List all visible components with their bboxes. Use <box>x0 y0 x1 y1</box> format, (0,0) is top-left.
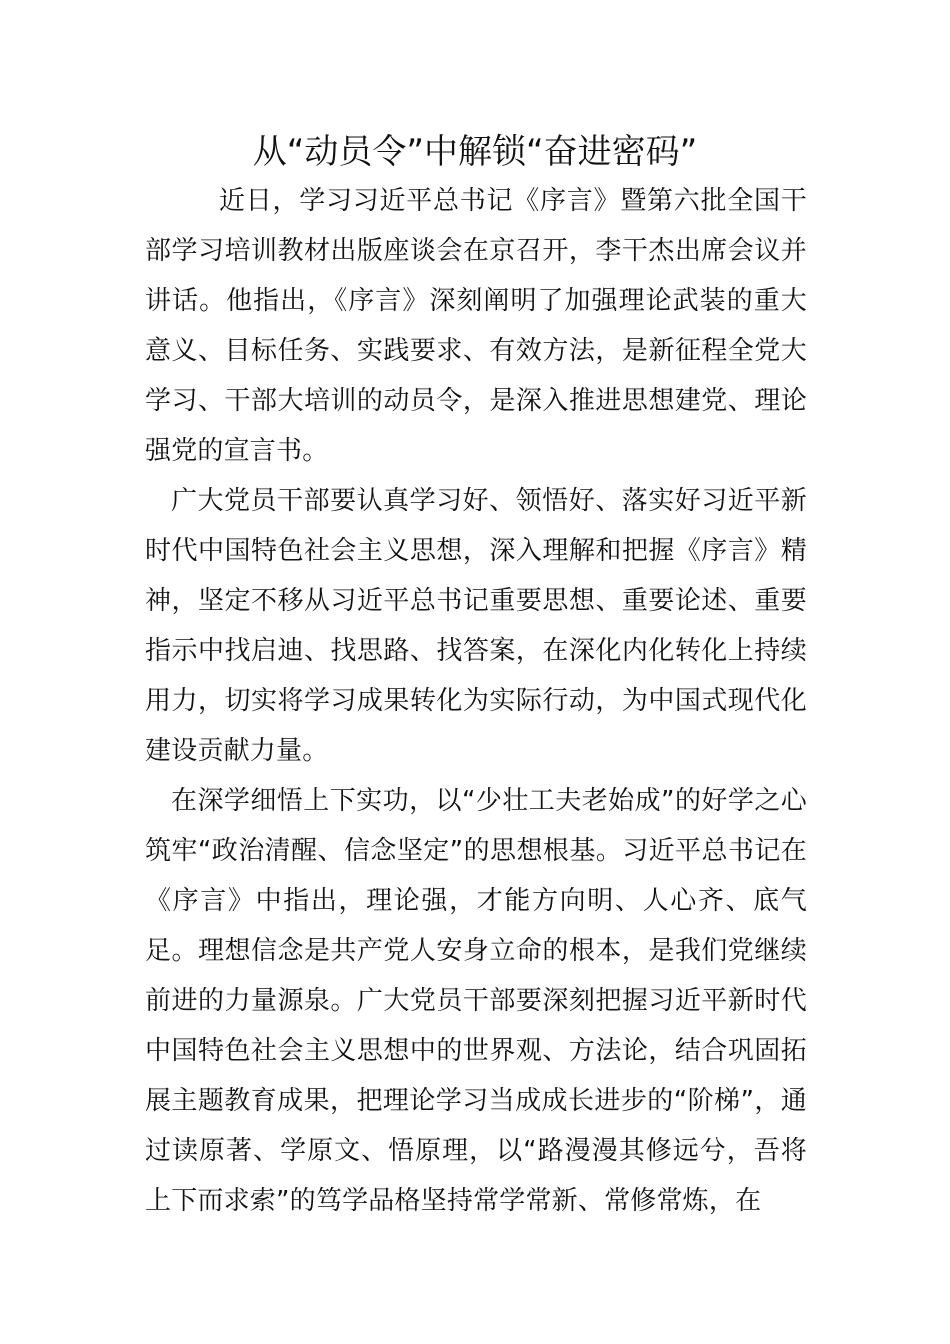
document-body <box>145 176 807 1226</box>
paragraph-2: 广大党员干部要认真学习好、领悟好、落实好习近平新时代中国特色社会主义思想，深入理解和把握《序言》精神，坚定不移从习近平总书记重要思想、重要论述、重要指示中找启迪、找思路、找答案，在深化内化转化上持续用力，切实将学习成果转化为实际行动，为中国式现代化建设贡献力量。 <box>145 486 807 766</box>
paragraph-1: 近日，学习习近平总书记《序言》暨第六批全国干部学习培训教材出版座谈会在京召开，李干杰出席会议并讲话。他指出，《序言》深刻阐明了加强理论武装的重大意义、目标任务、实践要求、有效方法，是新征程全党大学习、干部大培训的动员令，是深入推进思想建党、理论强党的宣言书。 <box>145 186 807 466</box>
document-title: 从“动员令”中解锁“奋进密码” <box>252 132 698 172</box>
paragraph-3: 在深学细悟上下实功，以“少壮工夫老始成”的好学之心筑牢“政治清醒、信念坚定”的思想根基。习近平总书记在《序言》中指出，理论强，才能方向明、人心齐、底气足。理想信念是共产党人安身立命的根本，是我们党继续前进的力量源泉。广大党员干部要深刻把握习近平新时代中国特色社会主义思想中的世界观、方法论，结合巩固拓展主题教育成果，把理论学习当成成长进步的“阶梯”，通过读原著、学原文、悟原理，以“路漫漫其修远兮，吾将上下而求索”的笃学品格坚持常学常新、常修常炼，在 <box>145 786 807 1216</box>
